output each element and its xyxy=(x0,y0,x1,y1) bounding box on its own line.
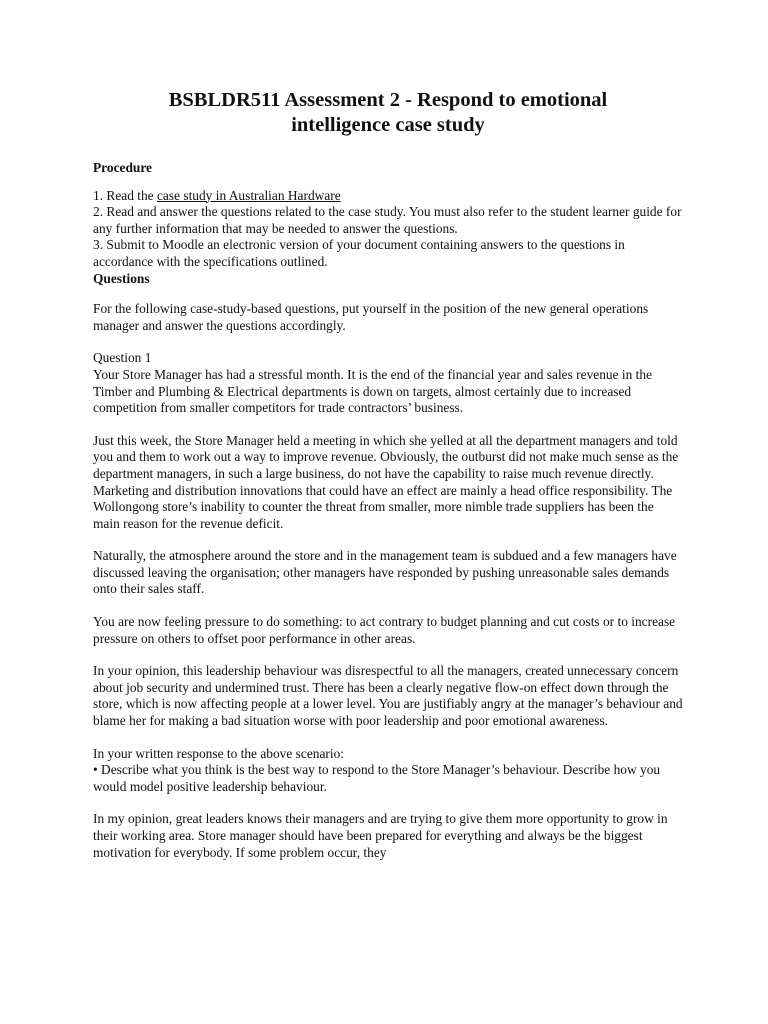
procedure-step-1 xyxy=(93,188,683,205)
page-title xyxy=(93,88,683,138)
questions-intro: For the following case-study-based questions, put yourself in the position of the new general operations manager and answer the questions accordingly. xyxy=(93,301,649,333)
questions-heading: Questions xyxy=(93,270,150,286)
scenario-paragraph-2: Just this week, the Store Manager held a meeting in which she yelled at all the department managers and told you and them to work out a way to improve revenue. Obviously, the outburst did not make much sense as the department managers, in such a large business, do not have the capability to raise much revenue directly. Marketing and distribution innovations that could have an effect are mainly a head office responsibility. The Wollongong store’s inability to counter the threat from smaller, more nimble trade suppliers has been the main reason for the revenue deficit. xyxy=(93,432,679,531)
document-page xyxy=(93,88,683,861)
procedure-heading: Procedure xyxy=(93,160,153,175)
response-instructions: In your written response to the above scenario: xyxy=(93,745,344,761)
scenario-paragraph-3: Naturally, the atmosphere around the store and in the management team is subdued and a few managers have discussed leaving the organisation; other managers have responded by pushing unreasonable sales demands onto their sales staff. xyxy=(93,548,677,597)
scenario-paragraph-1: Your Store Manager has had a stressful month. It is the end of the financial year and sales revenue in the Timber and Plumbing & Electrical departments is down on targets, almost certainly due to increased competition from smaller competitors for trade contractors’ business. xyxy=(93,366,653,416)
procedure-step-2: 2. Read and answer the questions related to the case study. You must also refer to the student learner guide for any further information that may be needed to answer the questions. xyxy=(93,204,682,236)
title-line-2: intelligence case study xyxy=(291,114,485,136)
scenario-paragraph-5: In your opinion, this leadership behaviour was disrespectful to all the managers, created unnecessary concern about job security and undermined trust. There has been a clearly negative flow-on effect down through the store, which is now affecting people at a lower level. You are justifiably angry at the manager’s behaviour and blame her for making a bad situation worse with poor leadership and poor emotional awareness. xyxy=(93,663,683,729)
procedure-step-3: 3. Submit to Moodle an electronic version of your document containing answers to the questions in accordance with the specifications outlined. xyxy=(93,237,625,269)
answer-paragraph: In my opinion, great leaders knows their managers and are trying to give them more opportunity to grow in their working area. Store manager should have been prepared for everything and always be the biggest motivation for everybody. If some problem occur, they xyxy=(93,811,668,860)
response-bullet: • Describe what you think is the best way to respond to the Store Manager’s behaviour. Describe how you would model positive leadership behaviour. xyxy=(93,762,661,794)
step-1-text: 1. Read the xyxy=(93,187,157,203)
question-1-label: Question 1 xyxy=(93,350,152,366)
procedure-steps xyxy=(93,188,683,271)
scenario-paragraph-4: You are now feeling pressure to do something: to act contrary to budget planning and cut costs or to increase pressure on others to offset poor performance in other areas. xyxy=(93,614,676,646)
case-study-link[interactable]: case study in Australian Hardware xyxy=(156,187,341,203)
title-line-1: BSBLDR511 Assessment 2 - Respond to emotional xyxy=(168,89,608,111)
